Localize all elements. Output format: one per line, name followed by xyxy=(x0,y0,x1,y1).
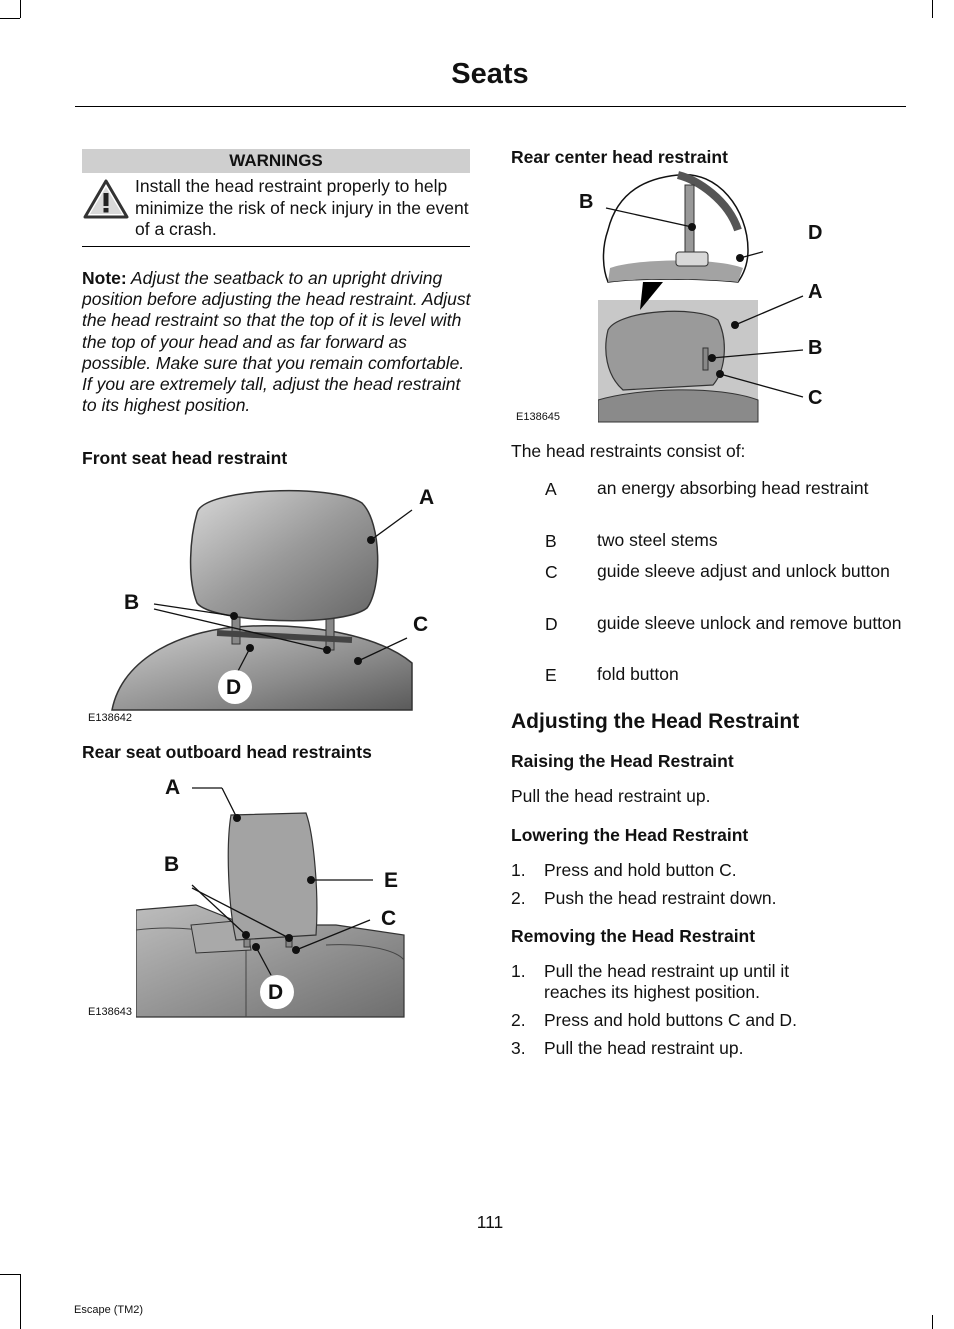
lowering-step-num: 1. xyxy=(511,860,526,880)
crop-mark xyxy=(932,0,933,18)
crop-mark xyxy=(20,1274,21,1329)
consist-intro: The head restraints consist of: xyxy=(511,441,746,461)
raising-text: Pull the head restraint up. xyxy=(511,786,711,806)
footer-model: Escape (TM2) xyxy=(74,1304,144,1316)
page-title: Seats xyxy=(451,58,529,90)
warnings-text: Install the head restraint properly to help minimize the risk of neck injury in the event of a crash. xyxy=(135,176,469,239)
title-rule xyxy=(75,106,906,107)
rear-outboard-callout-e: E xyxy=(384,869,399,892)
consist-text: two steel stems xyxy=(597,530,718,550)
removing-step-text: Pull the head restraint up until it reaches its highest position. xyxy=(544,961,790,1002)
rear-center-figure-id: E138645 xyxy=(516,411,561,423)
rear-center-callout-b: B xyxy=(808,337,823,359)
warning-triangle-icon xyxy=(83,178,129,220)
rear-outboard-callout-a: A xyxy=(165,776,181,799)
lowering-step-text: Push the head restraint down. xyxy=(544,888,777,908)
removing-step-text: Pull the head restraint up. xyxy=(544,1038,744,1058)
removing-heading: Removing the Head Restraint xyxy=(511,926,756,946)
rear-center-callout-a: A xyxy=(808,281,823,303)
page-number: 111 xyxy=(476,1212,504,1232)
front-seat-heading: Front seat head restraint xyxy=(82,448,288,468)
rear-outboard-heading: Rear seat outboard head restraints xyxy=(82,742,372,762)
removing-step-num: 1. xyxy=(511,961,526,981)
consist-key: B xyxy=(545,531,557,551)
rear-center-callout-b-top: B xyxy=(579,191,594,213)
consist-key: D xyxy=(545,614,558,634)
consist-text: an energy absorbing head restraint xyxy=(597,478,869,498)
consist-key: E xyxy=(545,665,557,685)
removing-step-num: 2. xyxy=(511,1010,526,1030)
warnings-heading: WARNINGS xyxy=(82,149,470,173)
front-callout-b: B xyxy=(124,591,140,614)
consist-text: guide sleeve adjust and unlock button xyxy=(597,561,890,581)
rear-outboard-callout-c: C xyxy=(381,907,397,930)
front-figure-id: E138642 xyxy=(88,712,133,724)
lowering-step-num: 2. xyxy=(511,888,526,908)
consist-key: A xyxy=(545,479,557,499)
rear-center-leader-lines xyxy=(700,270,810,410)
rear-center-callout-c: C xyxy=(808,387,823,409)
front-callout-a: A xyxy=(419,486,435,509)
rear-outboard-callout-d: D xyxy=(268,981,284,1004)
consist-text: guide sleeve unlock and remove button xyxy=(597,613,902,633)
warnings-rule xyxy=(82,246,470,247)
lowering-step-text: Press and hold button C. xyxy=(544,860,737,880)
lowering-heading: Lowering the Head Restraint xyxy=(511,825,749,845)
front-callout-c: C xyxy=(413,613,429,636)
rear-outboard-callout-b: B xyxy=(164,853,180,876)
raising-heading: Raising the Head Restraint xyxy=(511,751,734,771)
removing-step-text: Press and hold buttons C and D. xyxy=(544,1010,797,1030)
removing-step-num: 3. xyxy=(511,1038,526,1058)
note-paragraph xyxy=(82,268,474,416)
adjusting-heading: Adjusting the Head Restraint xyxy=(511,710,800,733)
front-callout-d: D xyxy=(226,676,242,699)
note-label: Note: xyxy=(82,268,127,288)
crop-mark xyxy=(0,1274,20,1275)
note-text: Adjust the seatback to an upright driving position before adjusting the head restraint. Adjust the head restraint so that the top of it is level with the top of your head and as far forward as possible. Make sure that you remain comfortable. If you are extremely tall, adjust the head restraint to its highest position. xyxy=(82,268,471,416)
consist-text: fold button xyxy=(597,664,679,684)
crop-mark xyxy=(932,1315,933,1329)
crop-mark xyxy=(0,18,20,19)
rear-center-callout-d: D xyxy=(808,222,823,244)
crop-mark xyxy=(20,0,21,18)
rear-outboard-figure-id: E138643 xyxy=(88,1006,133,1018)
consist-key: C xyxy=(545,562,558,582)
rear-center-heading: Rear center head restraint xyxy=(511,147,728,167)
